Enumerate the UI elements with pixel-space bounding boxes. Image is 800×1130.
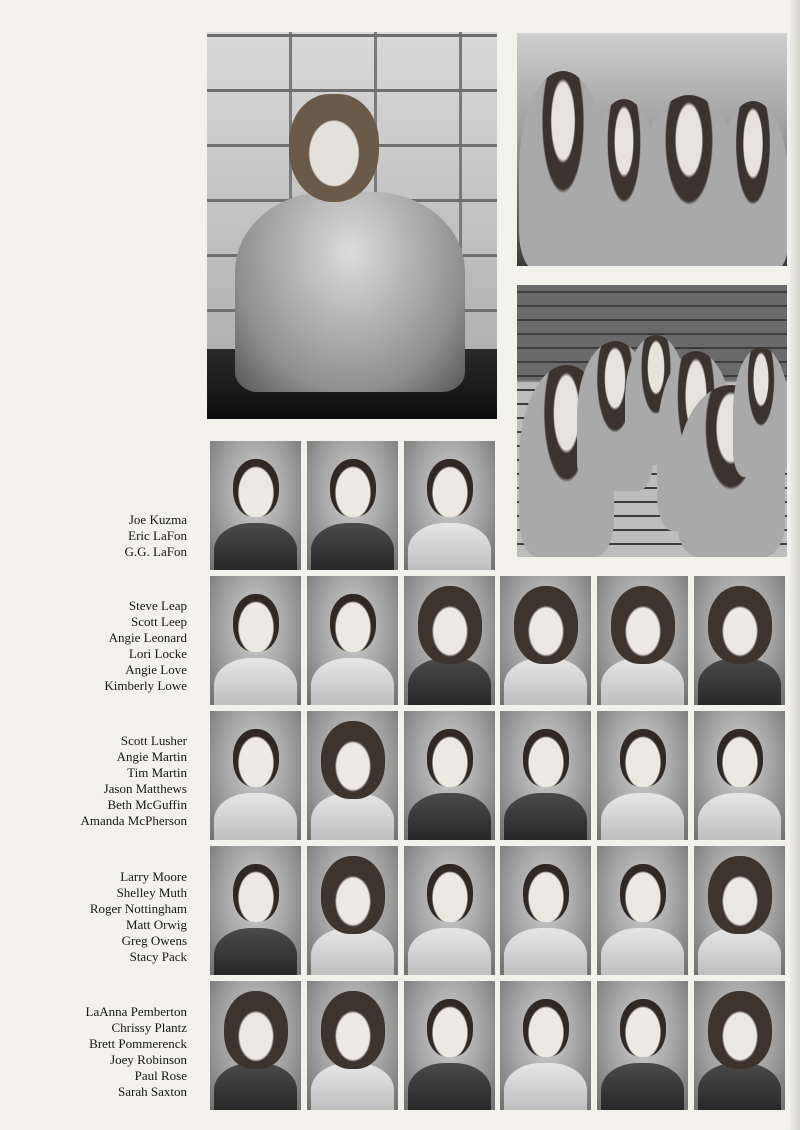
student-name: Lori Locke (128, 646, 187, 661)
student-name: Scott Leep (131, 614, 187, 629)
student-name: Tim Martin (127, 765, 187, 780)
portrait (694, 576, 785, 705)
portrait (307, 981, 398, 1110)
portrait (210, 441, 301, 570)
portrait (597, 981, 688, 1110)
student-name: Amanda McPherson (80, 813, 187, 828)
student-name: Greg Owens (121, 933, 187, 948)
portrait (307, 441, 398, 570)
portrait (210, 981, 301, 1110)
portrait (404, 441, 495, 570)
portrait (694, 846, 785, 975)
portrait (307, 711, 398, 840)
student-name: Sarah Saxton (118, 1084, 187, 1099)
portrait (307, 576, 398, 705)
student-name: Matt Orwig (125, 917, 187, 932)
student-name: Shelley Muth (116, 885, 187, 900)
student-name: G.G. LaFon (124, 544, 187, 559)
student-name: Scott Lusher (120, 733, 187, 748)
portrait (597, 846, 688, 975)
name-list-row-3 (80, 733, 187, 829)
portrait (500, 711, 591, 840)
name-list-row-5 (86, 1004, 187, 1100)
student-name: Kimberly Lowe (104, 678, 187, 693)
portrait (404, 576, 495, 705)
student-name: Larry Moore (120, 869, 187, 884)
candid-photo-brick-wall (517, 285, 787, 557)
student-name: Roger Nottingham (89, 901, 187, 916)
candid-photo-hallway (517, 33, 787, 266)
student-name: Paul Rose (134, 1068, 187, 1083)
student-name: Steve Leap (128, 598, 187, 613)
student-name: Angie Love (125, 662, 187, 677)
student-name: Brett Pommerenck (89, 1036, 187, 1051)
name-list-row-1 (125, 512, 187, 560)
student-name: Stacy Pack (129, 949, 187, 964)
student-name: Beth McGuffin (107, 797, 187, 812)
portrait (694, 711, 785, 840)
name-list-row-2 (104, 598, 187, 694)
portrait (500, 981, 591, 1110)
candid-photo-wall (207, 32, 497, 419)
student-name: Chrissy Plantz (111, 1020, 187, 1035)
student-name: Jason Matthews (103, 781, 187, 796)
portrait (210, 846, 301, 975)
portrait (404, 981, 495, 1110)
portrait (210, 711, 301, 840)
portrait (404, 846, 495, 975)
student-name: Angie Leonard (108, 630, 187, 645)
student-name: Eric LaFon (128, 528, 187, 543)
portrait (500, 576, 591, 705)
portrait (404, 711, 495, 840)
portrait (597, 711, 688, 840)
name-list-row-4 (90, 869, 187, 965)
student-name: Joey Robinson (110, 1052, 187, 1067)
portrait (500, 846, 591, 975)
portrait (694, 981, 785, 1110)
page-edge-shadow (790, 0, 800, 1130)
student-name: Angie Martin (116, 749, 187, 764)
student-name: Joe Kuzma (128, 512, 187, 527)
portrait (307, 846, 398, 975)
portrait (597, 576, 688, 705)
student-name: LaAnna Pemberton (85, 1004, 187, 1019)
portrait (210, 576, 301, 705)
